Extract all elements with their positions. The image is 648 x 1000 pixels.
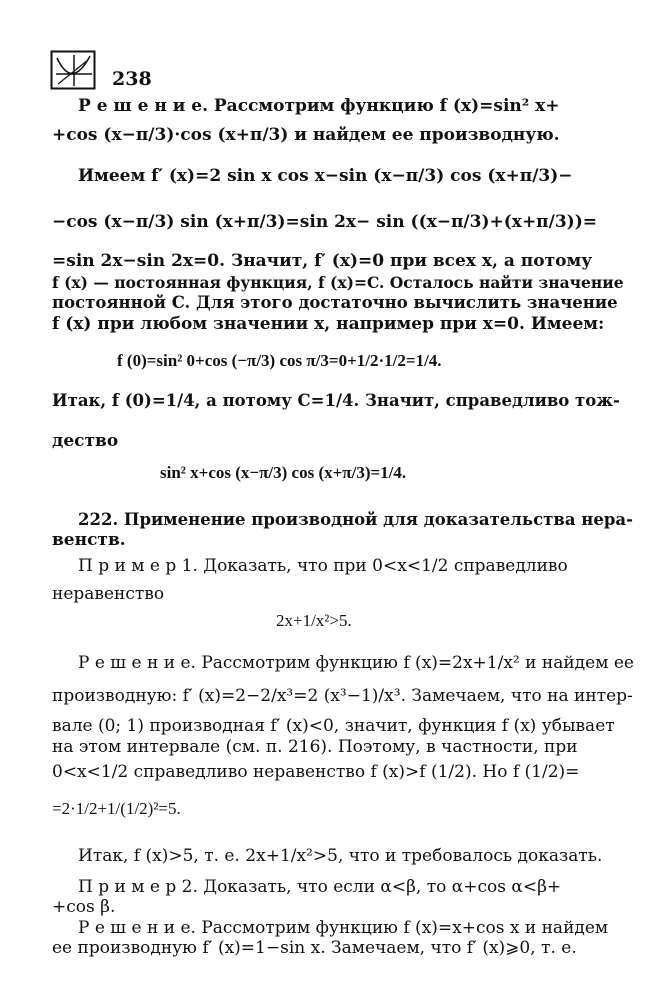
text-line: П р и м е р 2. Доказать, что если α<β, то α+cos α<β+ <box>78 877 562 897</box>
text-line: производную: f′ (x)=2−2/x³=2 (x³−1)/x³. Замечаем, что на интер- <box>52 686 633 706</box>
section-heading: венств. <box>52 530 126 550</box>
text-line: =sin 2x−sin 2x=0. Значит, f′ (x)=0 при всех x, а потому <box>52 251 593 271</box>
text-line: −cos (x−π/3) sin (x+π/3)=sin 2x− sin ((x−π/3)+(x+π/3))= <box>52 212 597 232</box>
page-number: 238 <box>112 68 152 90</box>
formula-f-half: =2·1/2+1/(1/2)²=5. <box>52 799 181 818</box>
text-line: Имеем f′ (x)=2 sin x cos x−sin (x−π/3) cos (x+π/3)− <box>78 166 573 186</box>
text-line: неравенство <box>52 584 165 604</box>
text-line: Итак, f (0)=1/4, а потому C=1/4. Значит, справедливо тож- <box>52 391 620 410</box>
text-line: f (x) — постоянная функция, f (x)=C. Осталось найти значение <box>52 273 624 292</box>
formula-identity: sin² x+cos (x−π/3) cos (x+π/3)=1/4. <box>160 463 407 482</box>
text-line: ее производную f′ (x)=1−sin x. Замечаем, что f′ (x)⩾0, т. е. <box>52 938 577 958</box>
text-line: 0<x<1/2 справедливо неравенство f (x)>f (1/2). Но f (1/2)= <box>52 762 580 782</box>
text-line: на этом интервале (см. п. 216). Поэтому, в частности, при <box>52 737 578 757</box>
text-line: постоянной C. Для этого достаточно вычислить значение <box>52 293 618 312</box>
text-line: Р е ш е н и е. Рассмотрим функцию f (x)=x+cos x и найдем <box>78 918 609 938</box>
text-line: Р е ш е н и е. Рассмотрим функцию f (x)=2x+1/x² и найдем ее <box>78 653 634 673</box>
text-line: дество <box>52 431 119 451</box>
graph-axes-icon <box>50 50 96 90</box>
text-line: Р е ш е н и е. Рассмотрим функцию f (x)=sin² x+ <box>78 96 560 116</box>
text-line: +cos (x−π/3)·cos (x+π/3) и найдем ее производную. <box>52 125 560 145</box>
text-line: Итак, f (x)>5, т. е. 2x+1/x²>5, что и требовалось доказать. <box>78 846 603 866</box>
section-heading: 222. Применение производной для доказательства нера- <box>78 510 633 529</box>
formula-inequality: 2x+1/x²>5. <box>276 611 352 630</box>
text-line: П р и м е р 1. Доказать, что при 0<x<1/2 справедливо <box>78 556 568 576</box>
text-line: вале (0; 1) производная f′ (x)<0, значит, функция f (x) убывает <box>52 716 615 736</box>
text-line: f (x) при любом значении x, например при x=0. Имеем: <box>52 314 605 334</box>
text-line: +cos β. <box>52 897 116 917</box>
formula-f0: f (0)=sin² 0+cos (−π/3) cos π/3=0+1/2·1/2=1/4. <box>117 351 442 370</box>
